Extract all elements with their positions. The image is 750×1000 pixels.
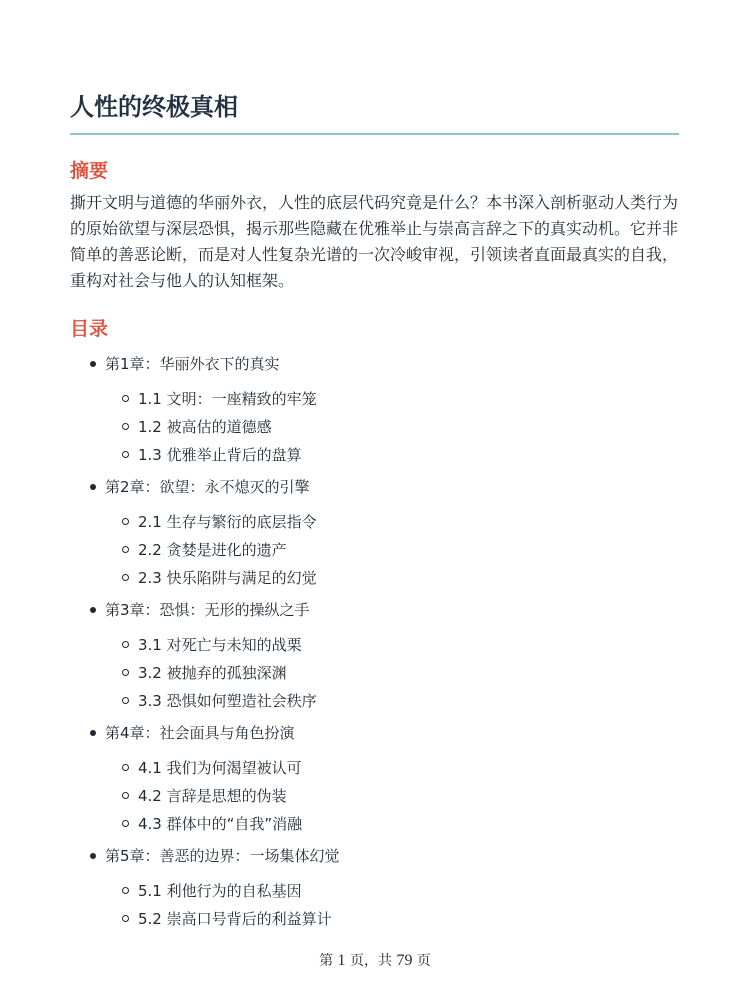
hollow-bullet-icon — [122, 546, 129, 553]
title-divider — [70, 133, 679, 135]
toc-section-label: 5.2 崇高口号背后的利益算计 — [138, 910, 332, 928]
total-pages-number: 79 — [396, 952, 413, 969]
toc-section-label: 5.1 利他行为的自私基因 — [138, 882, 302, 900]
footer-middle: 页，共 — [350, 953, 392, 969]
toc-section-item[interactable] — [70, 631, 680, 659]
toc-section-label: 4.2 言辞是思想的伪装 — [138, 787, 287, 805]
toc-section-label: 3.1 对死亡与未知的战栗 — [138, 636, 302, 654]
filled-bullet-icon — [90, 853, 96, 859]
hollow-bullet-icon — [122, 423, 129, 430]
toc-chapter — [70, 473, 680, 592]
abstract-text: 撕开文明与道德的华丽外衣，人性的底层代码究竟是什么？本书深入剖析驱动人类行为的原始欲望与深层恐惧，揭示那些隐藏在优雅举止与崇高言辞之下的真实动机。它并非简单的善恶论断，而是对人性复杂光谱的一次冷峻审视，引领读者直面最真实的自我，重构对社会与他人的认知框架。 — [70, 193, 679, 290]
hollow-bullet-icon — [122, 518, 129, 525]
hollow-bullet-icon — [122, 574, 129, 581]
toc-section-item[interactable] — [70, 877, 680, 905]
toc-section-list — [70, 508, 680, 592]
toc-section-item[interactable] — [70, 782, 680, 810]
toc-chapter-item[interactable] — [70, 350, 680, 378]
hollow-bullet-icon — [122, 764, 129, 771]
toc-section-label: 2.1 生存与繁衍的底层指令 — [138, 513, 317, 531]
hollow-bullet-icon — [122, 887, 129, 894]
toc-section-item[interactable] — [70, 413, 680, 441]
hollow-bullet-icon — [122, 792, 129, 799]
table-of-contents — [70, 350, 680, 937]
toc-section-item[interactable] — [70, 508, 680, 536]
toc-section-label: 4.1 我们为何渴望被认可 — [138, 759, 302, 777]
filled-bullet-icon — [90, 730, 96, 736]
hollow-bullet-icon — [122, 820, 129, 827]
toc-chapter-label: 第1章：华丽外衣下的真实 — [105, 355, 280, 373]
toc-section-label: 1.1 文明：一座精致的牢笼 — [138, 390, 317, 408]
toc-chapter — [70, 350, 680, 469]
toc-section-item[interactable] — [70, 810, 680, 838]
hollow-bullet-icon — [122, 395, 129, 402]
toc-section-list — [70, 754, 680, 838]
toc-chapter-item[interactable] — [70, 719, 680, 747]
toc-chapter — [70, 719, 680, 838]
hollow-bullet-icon — [122, 451, 129, 458]
toc-chapter-label: 第2章：欲望：永不熄灭的引擎 — [105, 478, 310, 496]
toc-chapter-item[interactable] — [70, 842, 680, 870]
toc-chapter-item[interactable] — [70, 473, 680, 501]
hollow-bullet-icon — [122, 669, 129, 676]
toc-chapter-item[interactable] — [70, 596, 680, 624]
toc-chapter — [70, 596, 680, 715]
page-footer — [0, 950, 750, 972]
toc-section-item[interactable] — [70, 905, 680, 933]
toc-chapter-label: 第3章：恐惧：无形的操纵之手 — [105, 601, 310, 619]
toc-section-list — [70, 877, 680, 933]
toc-section-label: 2.3 快乐陷阱与满足的幻觉 — [138, 569, 317, 587]
hollow-bullet-icon — [122, 697, 129, 704]
toc-section-item[interactable] — [70, 564, 680, 592]
toc-section-item[interactable] — [70, 687, 680, 715]
document-page — [70, 0, 680, 1000]
toc-section-list — [70, 631, 680, 715]
filled-bullet-icon — [90, 484, 96, 490]
toc-section-item[interactable] — [70, 441, 680, 469]
toc-section-list — [70, 385, 680, 469]
toc-section-item[interactable] — [70, 754, 680, 782]
hollow-bullet-icon — [122, 641, 129, 648]
current-page-number: 1 — [337, 952, 346, 969]
filled-bullet-icon — [90, 607, 96, 613]
toc-chapter-label: 第4章：社会面具与角色扮演 — [105, 724, 295, 742]
toc-section-label: 2.2 贪婪是进化的遗产 — [138, 541, 287, 559]
toc-chapter — [70, 842, 680, 933]
footer-suffix: 页 — [416, 953, 431, 969]
toc-section-label: 4.3 群体中的“自我”消融 — [138, 815, 303, 833]
abstract-heading: 摘要 — [70, 160, 109, 182]
footer-prefix: 第 — [319, 953, 334, 969]
hollow-bullet-icon — [122, 915, 129, 922]
filled-bullet-icon — [90, 361, 96, 367]
toc-chapter-label: 第5章：善恶的边界：一场集体幻觉 — [105, 847, 340, 865]
toc-section-label: 1.3 优雅举止背后的盘算 — [138, 446, 302, 464]
toc-section-label: 3.2 被抛弃的孤独深渊 — [138, 664, 287, 682]
toc-section-label: 1.2 被高估的道德感 — [138, 418, 272, 436]
document-title: 人性的终极真相 — [70, 93, 238, 121]
toc-section-item[interactable] — [70, 659, 680, 687]
toc-section-item[interactable] — [70, 385, 680, 413]
toc-section-label: 3.3 恐惧如何塑造社会秩序 — [138, 692, 317, 710]
toc-section-item[interactable] — [70, 536, 680, 564]
toc-heading: 目录 — [70, 318, 109, 340]
